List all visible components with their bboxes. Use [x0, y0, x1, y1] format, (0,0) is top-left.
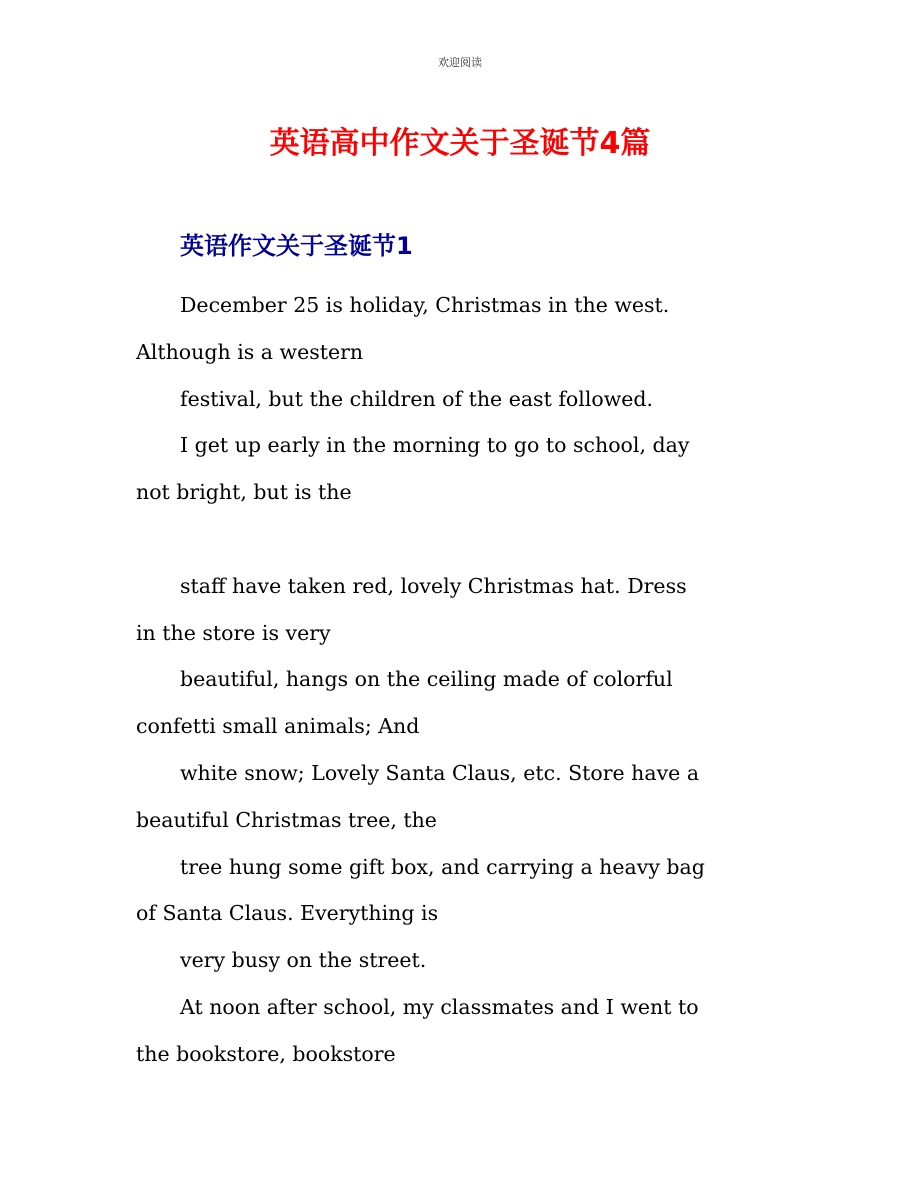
paragraph-line: the bookstore, bookstore — [136, 1041, 396, 1066]
paragraph-line: I get up early in the morning to go to school, day — [180, 433, 690, 458]
paragraph-line: white snow; Lovely Santa Claus, etc. Store have a — [180, 760, 700, 785]
paragraph-line: At noon after school, my classmates and I went to — [180, 994, 699, 1019]
paragraph-line: tree hung some gift box, and carrying a heavy bag — [180, 854, 705, 879]
paragraph-line: in the store is very — [136, 620, 331, 645]
section-heading: 英语作文关于圣诞节1 — [180, 232, 413, 260]
paragraph-line: beautiful, hangs on the ceiling made of colorful — [180, 667, 673, 692]
paragraph-line: festival, but the children of the east followed. — [180, 386, 654, 411]
paragraph-line: Although is a western — [136, 339, 364, 364]
blank-line — [136, 516, 796, 563]
paragraph-line: not bright, but is the — [136, 480, 352, 505]
header-note: 欢迎阅读 — [438, 56, 482, 69]
paragraph-line: confetti small animals; And — [136, 714, 420, 739]
document-title: 英语高中作文关于圣诞节4篇 — [269, 126, 651, 161]
paragraph-line: staff have taken red, lovely Christmas hat. Dress — [180, 573, 687, 598]
paragraph-line: beautiful Christmas tree, the — [136, 807, 437, 832]
body-text — [136, 282, 796, 1078]
paragraph-line: December 25 is holiday, Christmas in the west. — [180, 293, 670, 317]
paragraph-line: very busy on the street. — [180, 948, 427, 973]
paragraph-line: of Santa Claus. Everything is — [136, 901, 439, 926]
